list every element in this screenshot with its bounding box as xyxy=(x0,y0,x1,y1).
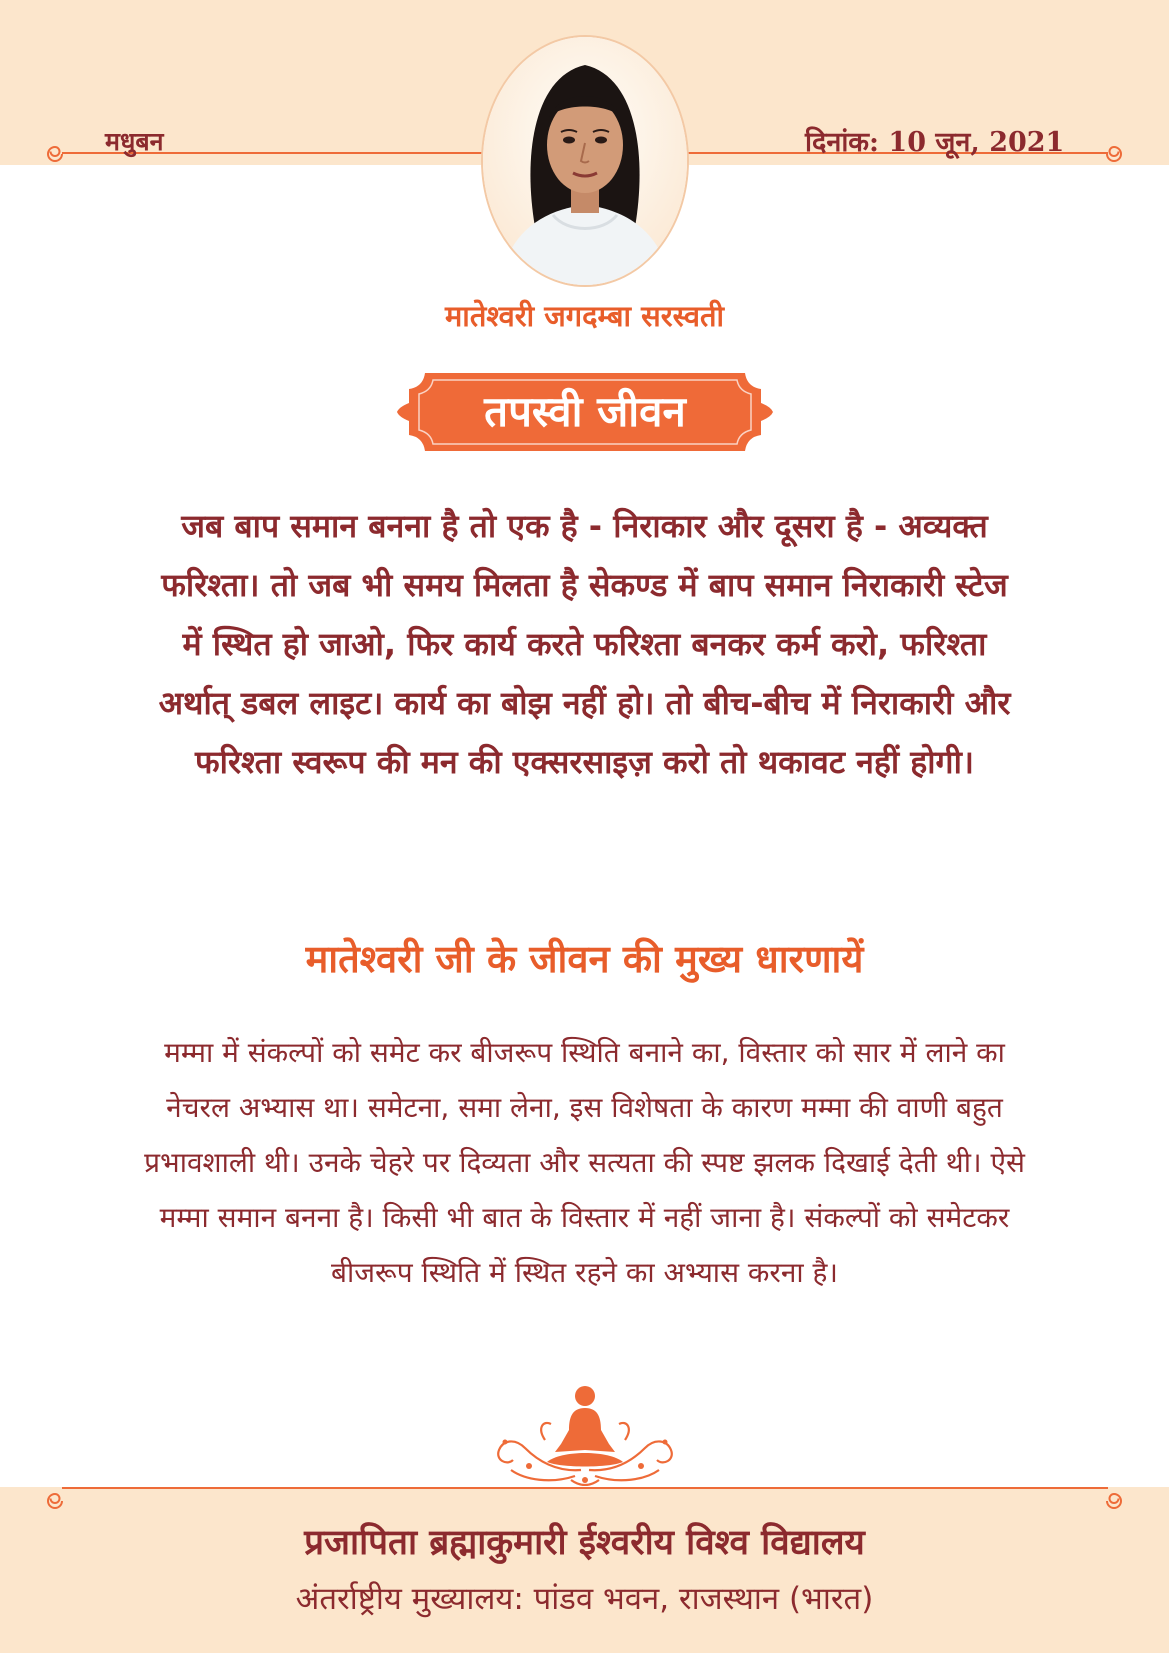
footer-band xyxy=(0,1487,1169,1653)
quote-text: जब बाप समान बनना है तो एक है - निराकार और दूसरा है - अव्यक्त फरिश्ता। तो जब भी समय मिलता है सेकण्ड में बाप समान निराकारी स्टेज में स्थित हो जाओ, फिर कार्य करते फरिश्ता बनकर कर्म करो, फरिश्ता अर्थात् डबल लाइट। कार्य का बोझ नहीं हो। तो बीच-बीच में निराकारी और फरिश्ता स्वरूप की मन की एक्सरसाइज़ करो तो थकावट नहीं होगी। xyxy=(158,507,1011,781)
portrait-caption: मातेश्वरी जगदम्बा सरस्वती xyxy=(444,299,725,333)
footer-rule xyxy=(62,1487,1108,1489)
location-label: मधुबन xyxy=(105,127,164,156)
section-heading: मातेश्वरी जी के जीवन की मुख्य धारणायें xyxy=(305,937,864,981)
swirl-ornament-icon xyxy=(44,1490,66,1512)
headquarters-address: अंतर्राष्ट्रीय मुख्यालय: पांडव भवन, राजस्थान (भारत) xyxy=(295,1581,874,1617)
title-banner xyxy=(395,367,775,457)
meditation-figure-icon xyxy=(485,1380,685,1486)
swirl-ornament-icon xyxy=(1103,143,1125,165)
swirl-ornament-icon xyxy=(44,143,66,165)
swirl-ornament-icon xyxy=(1103,1490,1125,1512)
banner-title: तपस्वी जीवन xyxy=(484,387,686,436)
portrait-image xyxy=(483,37,687,285)
date-label: दिनांक: 10 जून, 2021 xyxy=(805,127,1065,158)
body-paragraph: मम्मा में संकल्पों को समेट कर बीजरूप स्थिति बनाने का, विस्तार को सार में लाने का नेचरल अभ्यास था। समेटना, समा लेना, इस विशेषता के कारण मम्मा की वाणी बहुत प्रभावशाली थी। उनके चेहरे पर दिव्यता और सत्यता की स्पष्ट झलक दिखाई देती थी। ऐसे मम्मा समान बनना है। किसी भी बात के विस्तार में नहीं जाना है। संकल्पों को समेटकर बीजरूप स्थिति में स्थित रहने का अभ्यास करना है। xyxy=(144,1036,1025,1289)
organization-name: प्रजापिता ब्रह्माकुमारी ईश्वरीय विश्व विद्यालय xyxy=(304,1523,865,1563)
